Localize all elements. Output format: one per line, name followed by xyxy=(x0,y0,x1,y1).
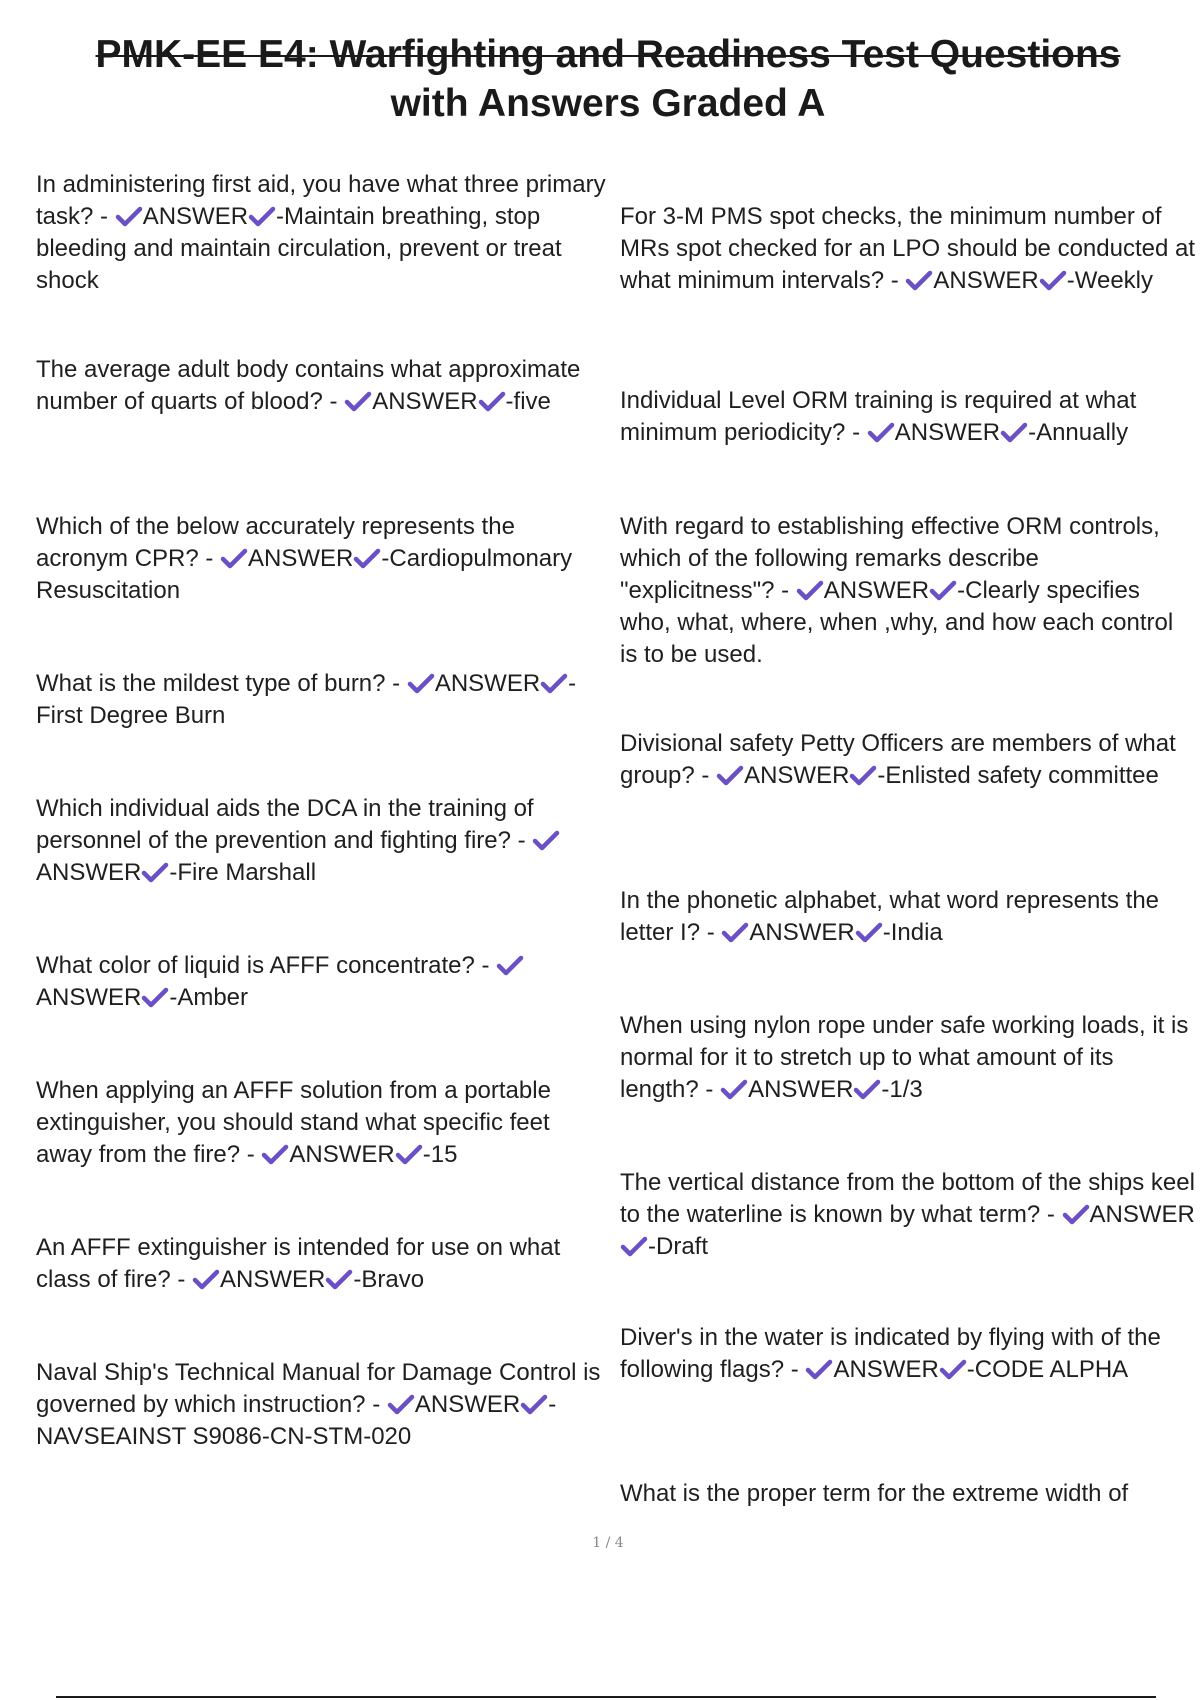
qa-item xyxy=(620,728,1195,792)
qa-item xyxy=(36,793,610,889)
check-icon xyxy=(141,986,169,1008)
check-icon xyxy=(720,1078,748,1100)
question-text: When applying an AFFF solution from a portable extinguisher, you should stand what specific feet away from the fire? - xyxy=(36,1077,551,1168)
check-icon xyxy=(716,764,744,786)
question-text: The vertical distance from the bottom of the ships keel to the waterline is known by what term? - xyxy=(620,1169,1195,1228)
check-icon xyxy=(141,861,169,883)
check-icon xyxy=(115,205,143,227)
check-icon xyxy=(192,1268,220,1290)
check-icon xyxy=(496,954,524,976)
check-icon xyxy=(478,390,506,412)
qa-item xyxy=(620,1167,1195,1263)
document-title-line-1: PMK-EE E4: Warfighting and Readiness Test Questions xyxy=(95,33,1121,76)
qa-item xyxy=(620,1010,1195,1106)
answer-text: -First Degree Burn xyxy=(36,670,577,729)
question-text: Which of the below accurately represents the acronym CPR? - xyxy=(36,513,515,572)
check-icon xyxy=(805,1358,833,1380)
question-text: Which individual aids the DCA in the training of personnel of the prevention and fighting fire? - xyxy=(36,795,534,854)
answer-text: -NAVSEAINST S9086-CN-STM-020 xyxy=(36,1391,557,1450)
answer-text: -Bravo xyxy=(353,1266,425,1293)
answer-text: -five xyxy=(505,388,551,415)
check-icon xyxy=(353,547,381,569)
question-text: What is the proper term for the extreme width of xyxy=(620,1480,1129,1507)
answer-label: ANSWER xyxy=(414,1391,521,1418)
answer-label: ANSWER xyxy=(833,1356,939,1383)
check-icon xyxy=(853,1078,881,1100)
question-text: In administering first aid, you have what three primary task? - xyxy=(36,171,606,230)
check-icon xyxy=(1039,269,1067,291)
answer-label: ANSWER xyxy=(434,670,541,697)
check-icon xyxy=(220,547,248,569)
answer-label: ANSWER xyxy=(1089,1201,1195,1228)
answer-text: -Amber xyxy=(169,984,249,1011)
check-icon xyxy=(939,1358,967,1380)
question-text: What is the mildest type of burn? - xyxy=(36,670,407,697)
qa-item xyxy=(620,385,1195,449)
check-icon xyxy=(855,921,883,943)
question-text: Diver's in the water is indicated by flying with of the following flags? - xyxy=(620,1324,1161,1383)
answer-label: ANSWER xyxy=(289,1141,395,1168)
document-title xyxy=(0,30,1200,128)
check-icon xyxy=(248,205,276,227)
question-text: What color of liquid is AFFF concentrate? - xyxy=(36,952,497,979)
answer-text: -Weekly xyxy=(1066,267,1154,294)
question-text: Individual Level ORM training is required at what minimum periodicity? - xyxy=(620,387,1137,446)
answer-label: ANSWER xyxy=(248,545,354,572)
answer-label: ANSWER xyxy=(744,762,850,789)
check-icon xyxy=(796,579,824,601)
page-number: 1 / 4 xyxy=(592,1535,624,1551)
question-text: With regard to establishing effective ORM controls, which of the following remarks describe "explicitness"? - xyxy=(620,513,1160,604)
check-icon xyxy=(1000,421,1028,443)
check-icon xyxy=(407,672,435,694)
qa-item xyxy=(36,1232,610,1296)
answer-text: -Fire Marshall xyxy=(169,859,317,886)
document-title-line-2: with Answers Graded A xyxy=(390,82,826,125)
answer-text: -Annually xyxy=(1028,419,1129,446)
qa-item xyxy=(36,169,610,297)
page-bottom-rule xyxy=(56,1696,1156,1698)
question-text: In the phonetic alphabet, what word represents the letter I? - xyxy=(620,887,1160,946)
answer-label: ANSWER xyxy=(372,388,478,415)
question-text: For 3-M PMS spot checks, the minimum number of MRs spot checked for an LPO should be conducted at what minimum intervals? - xyxy=(620,203,1196,294)
answer-label: ANSWER xyxy=(894,419,1001,446)
check-icon xyxy=(620,1235,648,1257)
qa-item xyxy=(620,1322,1195,1386)
check-icon xyxy=(325,1268,353,1290)
check-icon xyxy=(344,390,372,412)
qa-item xyxy=(36,511,610,607)
answer-label: ANSWER xyxy=(933,267,1039,294)
check-icon xyxy=(867,421,895,443)
answer-text: -CODE ALPHA xyxy=(966,1356,1129,1383)
answer-text: -Cardiopulmonary Resuscitation xyxy=(36,545,573,604)
question-text: An AFFF extinguisher is intended for use on what class of fire? - xyxy=(36,1234,561,1293)
answer-text: -Draft xyxy=(648,1233,708,1260)
check-icon xyxy=(532,829,560,851)
check-icon xyxy=(261,1143,289,1165)
check-icon xyxy=(721,921,749,943)
answer-label: ANSWER xyxy=(748,1076,854,1103)
qa-item xyxy=(36,950,610,1014)
answer-text: -Clearly specifies who, what, where, when ,why, and how each control is to be used. xyxy=(620,577,1174,668)
answer-label: ANSWER xyxy=(36,859,142,886)
answer-label: ANSWER xyxy=(142,203,249,230)
qa-item xyxy=(36,354,610,418)
question-text: Divisional safety Petty Officers are members of what group? - xyxy=(620,730,1176,789)
check-icon xyxy=(540,672,568,694)
check-icon xyxy=(1062,1203,1090,1225)
check-icon xyxy=(387,1393,415,1415)
qa-item xyxy=(36,1075,610,1171)
check-icon xyxy=(849,764,877,786)
qa-item xyxy=(36,1357,610,1453)
check-icon xyxy=(395,1143,423,1165)
qa-item xyxy=(620,511,1195,671)
qa-item xyxy=(36,668,610,732)
question-text: When using nylon rope under safe working loads, it is normal for it to stretch up to what amount of its length? - xyxy=(620,1012,1189,1103)
answer-text: -India xyxy=(882,919,943,946)
answer-text: -Maintain breathing, stop bleeding and maintain circulation, prevent or treat shock xyxy=(36,203,562,294)
question-text: The average adult body contains what approximate number of quarts of blood? - xyxy=(36,356,581,415)
answer-label: ANSWER xyxy=(823,577,930,604)
answer-label: ANSWER xyxy=(36,984,142,1011)
answer-text: -15 xyxy=(422,1141,458,1168)
qa-item xyxy=(620,885,1195,949)
check-icon xyxy=(520,1393,548,1415)
check-icon xyxy=(929,579,957,601)
answer-label: ANSWER xyxy=(220,1266,326,1293)
question-text: Naval Ship's Technical Manual for Damage Control is governed by which instruction? - xyxy=(36,1359,601,1418)
qa-item-partial xyxy=(620,1478,1195,1510)
check-icon xyxy=(905,269,933,291)
qa-item xyxy=(620,201,1195,297)
answer-text: -1/3 xyxy=(881,1076,923,1103)
answer-label: ANSWER xyxy=(749,919,855,946)
answer-text: -Enlisted safety committee xyxy=(877,762,1159,789)
